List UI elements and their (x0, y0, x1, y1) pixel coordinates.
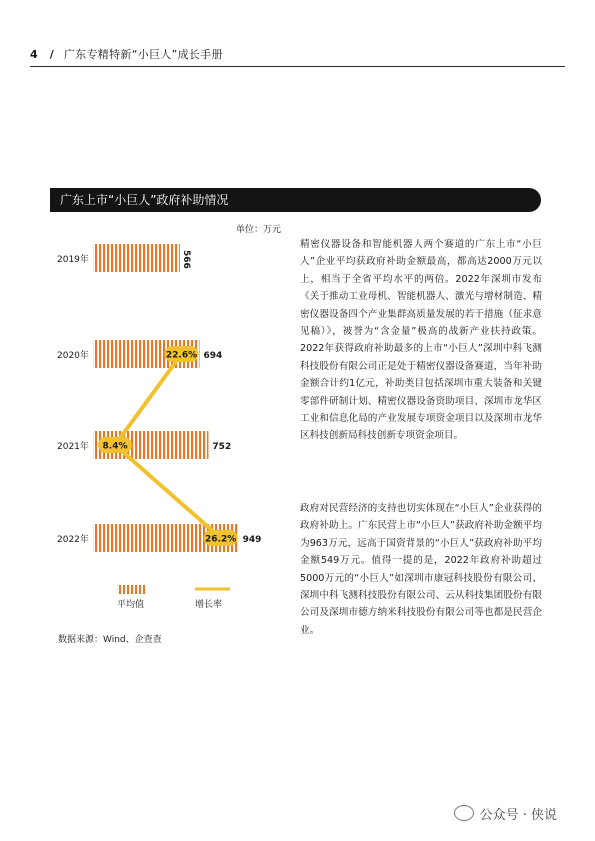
category-label: 2022年 (57, 535, 89, 545)
chart-source: 数据来源：Wind、企查查 (58, 635, 162, 645)
page-number: 4 (30, 48, 38, 61)
header-title: 广东专精特新“小巨人”成长手册 (63, 48, 223, 61)
value-label: 949 (242, 535, 262, 545)
category-label: 2020年 (57, 351, 89, 361)
subsidy-chart (55, 230, 290, 625)
section-banner: 广东上市“小巨人”政府补助情况 (50, 188, 541, 212)
chart-unit: 单位：万元 (236, 225, 282, 235)
header-rule (30, 66, 565, 67)
wechat-icon (454, 805, 474, 821)
growth-label: 26.2% (205, 534, 237, 545)
paragraph-1: 精密仪器设备和智能机器人两个赛道的广东上市“小巨人”企业平均获政府补助金额最高，都高达2000万元以上，相当于全省平均水平的两倍。2022年深圳市发布《关于推动工业母机、智能机器人、激光与增材制造、精密仪器设备四个产业集群高质量发展的若干措施（征求意见稿）》，被誉为“含金量”极高的战新产业扶持政策。2022年获得政府补助最多的上市“小巨人”深圳中科飞测科技股份有限公司正是处于精密仪器设备赛道，当年补助金额合计约1亿元，补助类目包括深圳市重大装备和关键零部件研制计划、精密仪器设备资助项目、深圳市龙华区工业和信息化局的产业发展专项资金项目以及深圳市龙华区科技创新局科技创新专项资金项目。 (300, 239, 542, 442)
category-label: 2019年 (57, 255, 89, 265)
legend-line-label: 增长率 (195, 600, 223, 610)
watermark (454, 804, 557, 823)
value-label: 694 (203, 351, 223, 361)
header-separator: / (49, 48, 55, 61)
growth-label: 22.6% (165, 350, 198, 361)
legend-bar-label: 平均值 (117, 600, 145, 610)
value-label: 566 (180, 250, 191, 269)
category-label: 2021年 (57, 442, 89, 452)
paragraph-2: 政府对民营经济的支持也切实体现在“小巨人”企业获得的政府补助上。广东民营上市“小巨人”获政府补助金额平均为963万元，远高于国资背景的“小巨人”获政府补助平均金额549万元。值得一提的是，2022年政府补助超过5000万元的“小巨人”如深圳市康冠科技股份有限公司、深圳中科飞测科技股份有限公司、云从科技集团股份有限公司及深圳市德方纳米科技股份有限公司等也都是民营企业。 (300, 503, 542, 636)
page-header (30, 46, 223, 62)
value-label: 752 (212, 442, 232, 452)
growth-label: 8.4% (102, 441, 128, 452)
legend-bar-swatch (117, 585, 145, 594)
bar-2019年 (93, 244, 180, 272)
watermark-text: 公众号 · 侠说 (479, 808, 557, 823)
